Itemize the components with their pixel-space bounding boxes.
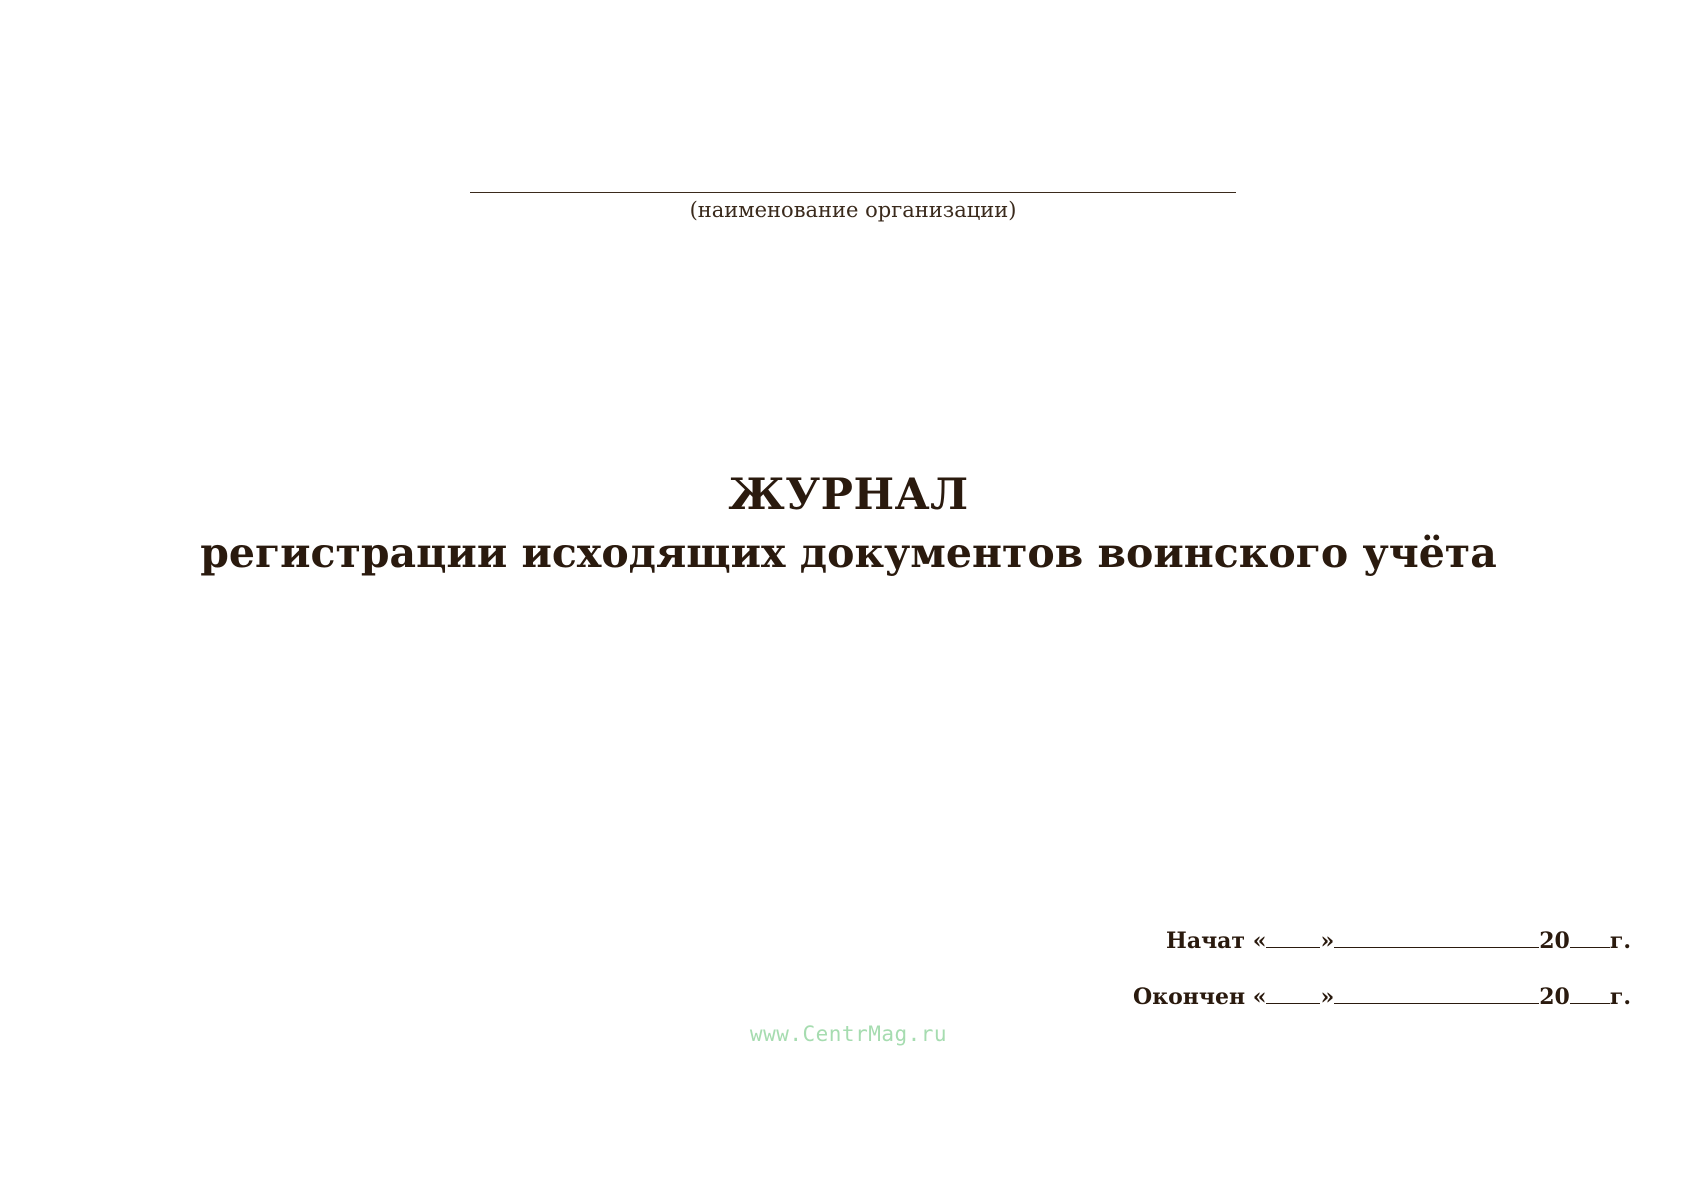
start-year-prefix: 20 <box>1539 928 1570 954</box>
start-day-blank <box>1266 929 1320 948</box>
end-year-blank <box>1570 985 1610 1004</box>
journal-subtitle: регистрации исходящих документов воинского учёта <box>200 529 1497 577</box>
organization-name-caption: (наименование организации) <box>689 198 1017 222</box>
start-month-blank <box>1334 929 1539 948</box>
end-date-close-quote: » <box>1320 984 1335 1010</box>
organization-name-line <box>470 192 1236 193</box>
end-year-prefix: 20 <box>1539 984 1570 1010</box>
start-date-open-quote: « <box>1252 928 1267 954</box>
end-date-row <box>1133 984 1631 1010</box>
end-date-open-quote: « <box>1252 984 1267 1010</box>
end-date-label: Окончен <box>1133 984 1246 1010</box>
start-date-row <box>1166 928 1631 954</box>
watermark-text: www.CentrMag.ru <box>749 1022 948 1046</box>
end-day-blank <box>1266 985 1320 1004</box>
end-year-suffix: г. <box>1609 984 1631 1010</box>
end-month-blank <box>1334 985 1539 1004</box>
journal-title: ЖУРНАЛ <box>728 470 969 520</box>
journal-title-block <box>0 466 1697 582</box>
start-year-suffix: г. <box>1609 928 1631 954</box>
start-date-close-quote: » <box>1320 928 1335 954</box>
start-year-blank <box>1570 929 1610 948</box>
start-date-label: Начат <box>1166 928 1246 954</box>
